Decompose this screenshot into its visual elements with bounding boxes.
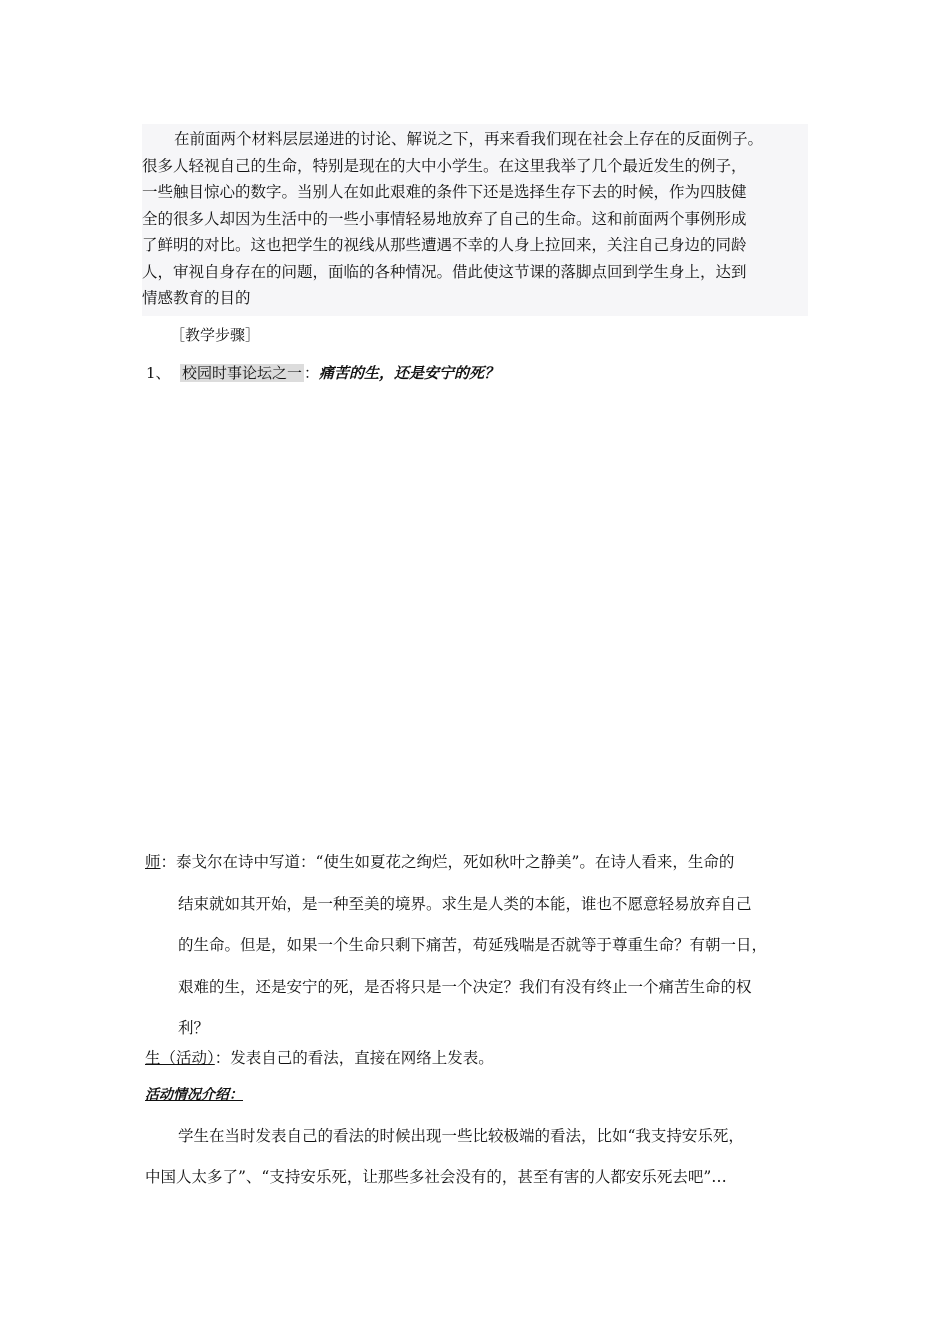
activity-paragraph [145,1116,810,1198]
teacher-line: 艰难的生，还是安宁的死，是否将只是一个决定？我们有没有终止一个痛苦生命的权 [178,977,752,996]
step-separator: ： [304,364,320,382]
activity-line: 学生在当时发表自己的看法的时候出现一些比较极端的看法，比如“我支持安乐死， [178,1127,744,1145]
student-activity-line [145,1046,494,1068]
teacher-line: 的生命。但是，如果一个生命只剩下痛苦，苟延残喘是否就等于尊重生命？有朝一日， [178,936,768,954]
step-item-1 [146,362,499,383]
intro-line: 全的很多人却因为生活中的一些小事情轻易地放弃了自己的生命。这和前面两个事例形成 [142,209,747,228]
student-role: 生（活动） [145,1049,215,1067]
teacher-line [145,842,810,884]
teacher-line: 结束就如其开始，是一种至美的境界。求生是人类的本能，谁也不愿意轻易放弃自己 [178,894,752,913]
intro-line: 在前面两个材料层层递进的讨论、解说之下，再来看我们现在社会上存在的反面例子。 [174,130,764,148]
intro-paragraph [142,124,808,316]
intro-line: 了鲜明的对比。这也把学生的视线从那些遭遇不幸的人身上拉回来，关注自己身边的同龄 [142,236,747,254]
step-number: 1、 [146,364,171,382]
step-topic: 痛苦的生，还是安宁的死？ [319,364,500,382]
student-text: 发表自己的看法，直接在网络上发表。 [230,1049,494,1067]
activity-heading: 活动情况介绍： [145,1087,243,1103]
teacher-role: 师 [145,853,161,871]
activity-line: 中国人太多了”、“支持安乐死，让那些多社会没有的，甚至有害的人都安乐死去吧”… [145,1168,727,1186]
teacher-paragraph [145,842,810,1050]
intro-line: 一些触目惊心的数字。当别人在如此艰难的条件下还是选择生存下去的时候，作为四肢健 [142,183,747,201]
intro-line: 很多人轻视自己的生命，特别是现在的大中小学生。在这里我举了几个最近发生的例子， [142,156,747,175]
intro-line: 情感教育的目的 [142,289,251,307]
teacher-line: 利？ [178,1019,210,1037]
step-label: 校园时事论坛之一 [182,364,303,382]
teacher-text: 泰戈尔在诗中写道：“使生如夏花之绚烂，死如秋叶之静美”。在诗人看来，生命的 [176,853,735,871]
intro-line: 人，审视自身存在的问题，面临的各种情况。借此使这节课的落脚点回到学生身上，达到 [142,262,747,281]
student-colon: ： [214,1049,231,1067]
teacher-colon: ： [160,853,177,871]
teaching-steps-heading: ［教学步骤］ [170,326,261,344]
